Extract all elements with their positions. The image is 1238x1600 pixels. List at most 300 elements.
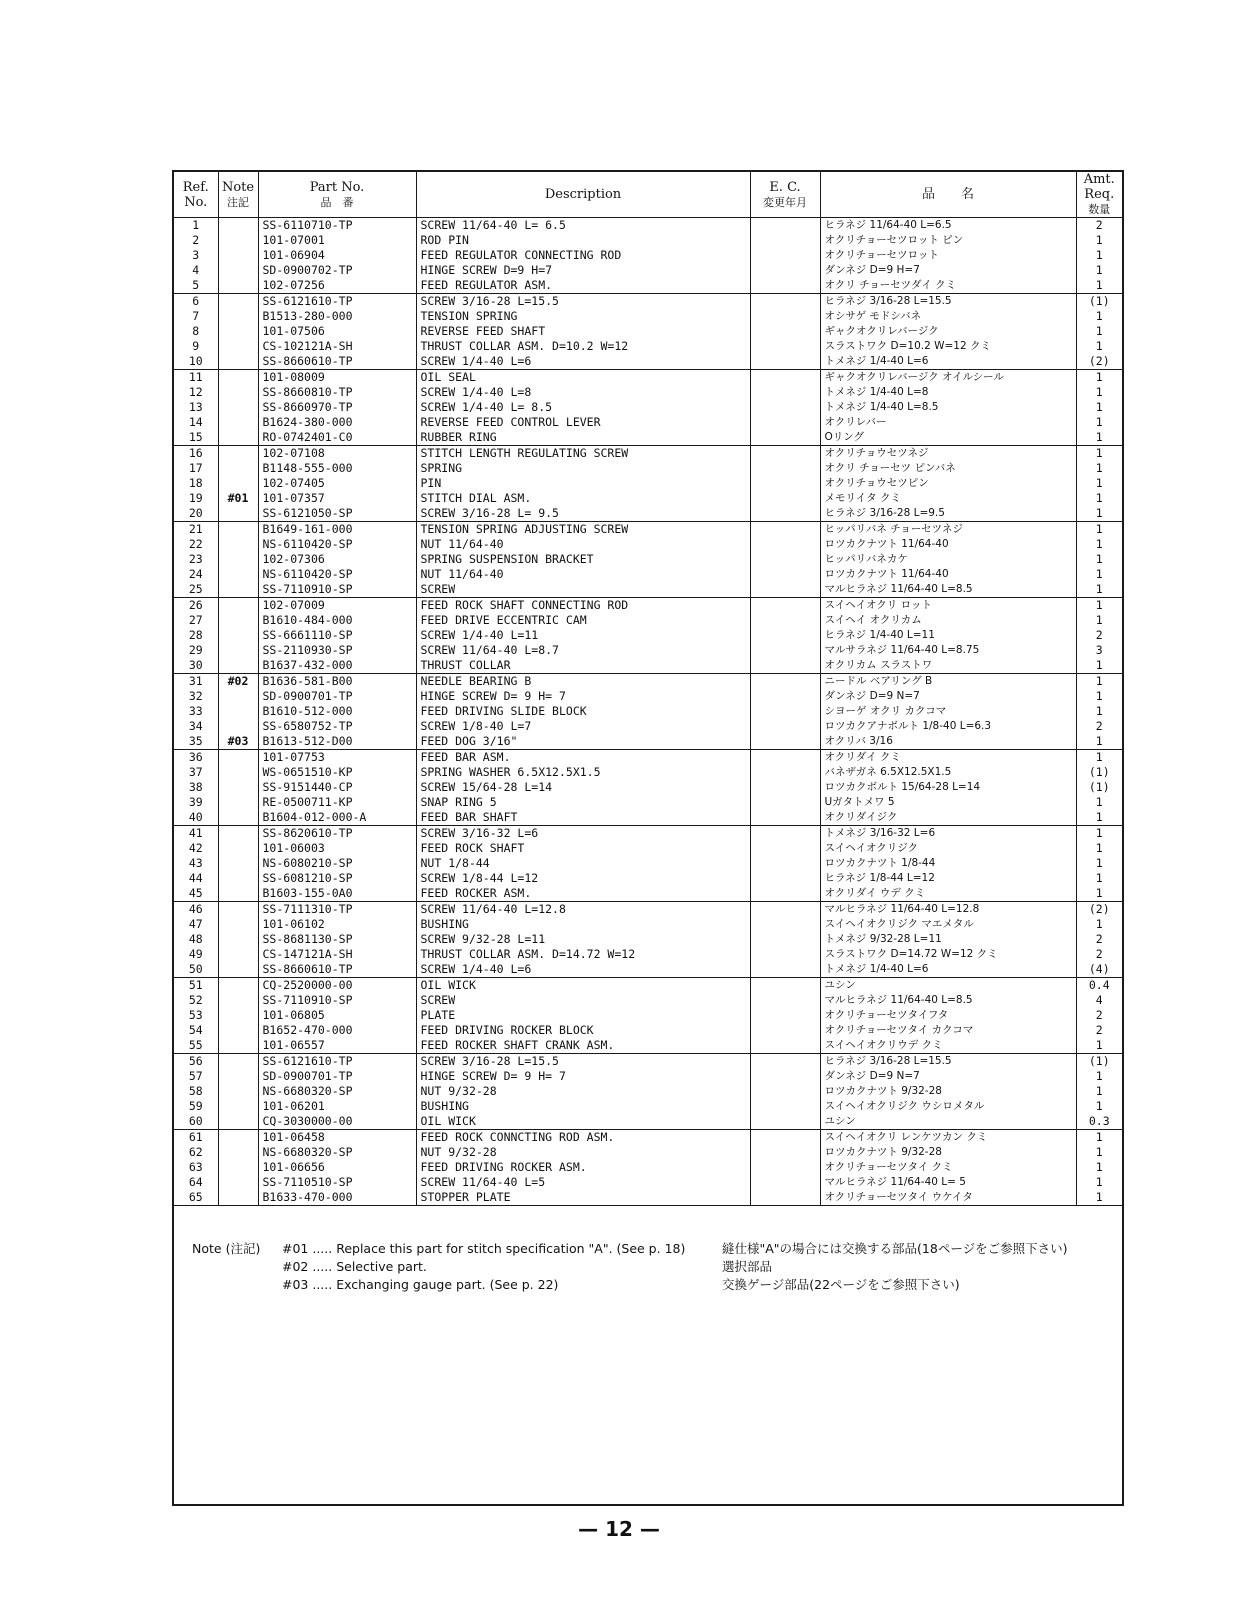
japanese-name-cell: トメネジ 1/4-40 L=8.5: [820, 400, 1076, 415]
ec-cell: [750, 993, 820, 1008]
part-no-cell: SS-8660610-TP: [258, 962, 416, 978]
description-cell: SCREW 11/64-40 L=5: [416, 1175, 750, 1190]
japanese-name-cell: オクリカム スラストワ: [820, 658, 1076, 674]
ec-cell: [750, 278, 820, 294]
table-row: [174, 1038, 1122, 1054]
description-cell: FEED ROCK CONNCTING ROD ASM.: [416, 1130, 750, 1146]
ec-cell: [750, 415, 820, 430]
amount-cell: 1: [1076, 567, 1122, 582]
description-cell: SCREW 1/8-44 L=12: [416, 871, 750, 886]
ec-cell: [750, 734, 820, 750]
table-row: [174, 567, 1122, 582]
ref-no-cell: 37: [174, 765, 218, 780]
part-no-cell: B1636-581-B00: [258, 674, 416, 690]
note-cell: [218, 1114, 258, 1130]
japanese-name-cell: スラストワク D=14.72 W=12 クミ: [820, 947, 1076, 962]
table-row: [174, 324, 1122, 339]
amount-cell: (4): [1076, 962, 1122, 978]
ref-no-cell: 56: [174, 1054, 218, 1070]
ec-cell: [750, 1038, 820, 1054]
table-row: [174, 613, 1122, 628]
part-no-cell: CS-102121A-SH: [258, 339, 416, 354]
description-cell: FEED DRIVING ROCKER BLOCK: [416, 1023, 750, 1038]
part-no-cell: SS-6121050-SP: [258, 506, 416, 522]
description-cell: FEED DRIVING SLIDE BLOCK: [416, 704, 750, 719]
amount-cell: 1: [1076, 248, 1122, 263]
note-cell: [218, 461, 258, 476]
note-cell: [218, 1008, 258, 1023]
amount-cell: 0.4: [1076, 978, 1122, 994]
amount-cell: 1: [1076, 734, 1122, 750]
table-row: [174, 1145, 1122, 1160]
note-cell: [218, 1160, 258, 1175]
part-no-cell: 101-07506: [258, 324, 416, 339]
note-cell: [218, 978, 258, 994]
note-cell: #01: [218, 491, 258, 506]
ec-cell: [750, 932, 820, 947]
table-row: [174, 1160, 1122, 1175]
parts-table-body: [174, 218, 1122, 1206]
note-cell: [218, 886, 258, 902]
japanese-name-cell: トメネジ 1/4-40 L=6: [820, 962, 1076, 978]
part-no-cell: SS-6661110-SP: [258, 628, 416, 643]
note-cell: [218, 248, 258, 263]
ref-no-cell: 30: [174, 658, 218, 674]
ref-no-cell: 36: [174, 750, 218, 766]
japanese-name-cell: スイヘイオクリジク マエメタル: [820, 917, 1076, 932]
part-no-cell: SD-0900701-TP: [258, 1069, 416, 1084]
ec-cell: [750, 218, 820, 234]
part-no-cell: 101-06003: [258, 841, 416, 856]
table-row: [174, 582, 1122, 598]
note-cell: [218, 522, 258, 538]
japanese-name-cell: スイヘイ オクリカム: [820, 613, 1076, 628]
japanese-name-cell: オクリチョーセツタイフタ: [820, 1008, 1076, 1023]
note-cell: [218, 902, 258, 918]
table-row: [174, 415, 1122, 430]
description-cell: REVERSE FEED SHAFT: [416, 324, 750, 339]
amount-cell: 0.3: [1076, 1114, 1122, 1130]
part-no-cell: SS-6580752-TP: [258, 719, 416, 734]
part-no-cell: SS-6081210-SP: [258, 871, 416, 886]
description-cell: SCREW: [416, 582, 750, 598]
ec-cell: [750, 780, 820, 795]
description-cell: NUT 9/32-28: [416, 1145, 750, 1160]
table-row: [174, 856, 1122, 871]
amount-cell: 1: [1076, 689, 1122, 704]
description-cell: FEED ROCKER SHAFT CRANK ASM.: [416, 1038, 750, 1054]
ref-no-cell: 28: [174, 628, 218, 643]
table-row: [174, 430, 1122, 446]
description-cell: FEED DOG 3/16": [416, 734, 750, 750]
note-cell: [218, 765, 258, 780]
description-cell: FEED DRIVE ECCENTRIC CAM: [416, 613, 750, 628]
ref-no-cell: 11: [174, 370, 218, 386]
ec-cell: [750, 552, 820, 567]
japanese-name-cell: ユシン: [820, 1114, 1076, 1130]
col-amt-req: Amt. Req. 数量: [1076, 172, 1122, 218]
table-row: [174, 233, 1122, 248]
japanese-name-cell: マルヒラネジ 11/64-40 L=8.5: [820, 582, 1076, 598]
amount-cell: (2): [1076, 354, 1122, 370]
japanese-name-cell: ダンネジ D=9 N=7: [820, 689, 1076, 704]
note-cell: [218, 385, 258, 400]
ec-cell: [750, 689, 820, 704]
amount-cell: 1: [1076, 1160, 1122, 1175]
ref-no-cell: 31: [174, 674, 218, 690]
table-row: [174, 719, 1122, 734]
ref-no-cell: 61: [174, 1130, 218, 1146]
ec-cell: [750, 704, 820, 719]
ec-cell: [750, 446, 820, 462]
japanese-name-cell: オクリ チョーセツ ピンバネ: [820, 461, 1076, 476]
note-cell: [218, 917, 258, 932]
note-cell: [218, 1069, 258, 1084]
ref-no-cell: 55: [174, 1038, 218, 1054]
description-cell: STITCH LENGTH REGULATING SCREW: [416, 446, 750, 462]
ref-no-cell: 3: [174, 248, 218, 263]
japanese-name-cell: ロツカクボルト 15/64-28 L=14: [820, 780, 1076, 795]
description-cell: HINGE SCREW D=9 H=7: [416, 263, 750, 278]
description-cell: SCREW 3/16-28 L= 9.5: [416, 506, 750, 522]
part-no-cell: SS-6110710-TP: [258, 218, 416, 234]
ec-cell: [750, 248, 820, 263]
part-no-cell: SS-8660810-TP: [258, 385, 416, 400]
table-row: [174, 962, 1122, 978]
part-no-cell: 101-07357: [258, 491, 416, 506]
part-no-cell: 101-08009: [258, 370, 416, 386]
part-no-cell: SS-7110910-SP: [258, 993, 416, 1008]
ec-cell: [750, 598, 820, 614]
part-no-cell: CQ-3030000-00: [258, 1114, 416, 1130]
part-no-cell: B1603-155-0A0: [258, 886, 416, 902]
table-row: [174, 795, 1122, 810]
ref-no-cell: 22: [174, 537, 218, 552]
table-row: [174, 810, 1122, 826]
description-cell: NUT 11/64-40: [416, 567, 750, 582]
amount-cell: 1: [1076, 461, 1122, 476]
part-no-cell: B1624-380-000: [258, 415, 416, 430]
ec-cell: [750, 917, 820, 932]
col-description: Description: [416, 172, 750, 218]
ref-no-cell: 24: [174, 567, 218, 582]
ref-no-cell: 26: [174, 598, 218, 614]
japanese-name-cell: オシサゲ モドシバネ: [820, 309, 1076, 324]
amount-cell: 4: [1076, 993, 1122, 1008]
part-no-cell: NS-6680320-SP: [258, 1084, 416, 1099]
ref-no-cell: 23: [174, 552, 218, 567]
japanese-name-cell: ギャクオクリレバージク: [820, 324, 1076, 339]
amount-cell: 1: [1076, 370, 1122, 386]
note-cell: [218, 324, 258, 339]
table-header-row: [174, 172, 1122, 218]
ref-no-cell: 12: [174, 385, 218, 400]
ec-cell: [750, 537, 820, 552]
part-no-cell: 101-07753: [258, 750, 416, 766]
ec-cell: [750, 567, 820, 582]
page-number: — 12 —: [578, 1517, 660, 1541]
part-no-cell: 102-07009: [258, 598, 416, 614]
table-row: [174, 1054, 1122, 1070]
description-cell: TENSION SPRING ADJUSTING SCREW: [416, 522, 750, 538]
part-no-cell: B1652-470-000: [258, 1023, 416, 1038]
japanese-name-cell: オクリレバー: [820, 415, 1076, 430]
amount-cell: 1: [1076, 400, 1122, 415]
part-no-cell: NS-6110420-SP: [258, 567, 416, 582]
description-cell: NUT 9/32-28: [416, 1084, 750, 1099]
note-cell: [218, 354, 258, 370]
description-cell: SCREW 3/16-28 L=15.5: [416, 1054, 750, 1070]
ref-no-cell: 5: [174, 278, 218, 294]
japanese-name-cell: ニードル ベアリング B: [820, 674, 1076, 690]
amount-cell: 1: [1076, 415, 1122, 430]
table-row: [174, 461, 1122, 476]
japanese-name-cell: オクリチョーセツタイ クミ: [820, 1160, 1076, 1175]
amount-cell: (1): [1076, 765, 1122, 780]
ec-cell: [750, 1160, 820, 1175]
japanese-name-cell: マルヒラネジ 11/64-40 L=12.8: [820, 902, 1076, 918]
japanese-name-cell: トメネジ 1/4-40 L=8: [820, 385, 1076, 400]
ref-no-cell: 60: [174, 1114, 218, 1130]
table-row: [174, 522, 1122, 538]
ref-no-cell: 38: [174, 780, 218, 795]
ec-cell: [750, 476, 820, 491]
note-cell: [218, 810, 258, 826]
ref-no-cell: 17: [174, 461, 218, 476]
ec-cell: [750, 491, 820, 506]
ec-cell: [750, 1023, 820, 1038]
note-cell: [218, 780, 258, 795]
note-cell: [218, 689, 258, 704]
note-cell: [218, 628, 258, 643]
table-row: [174, 370, 1122, 386]
amount-cell: 1: [1076, 324, 1122, 339]
description-cell: NEEDLE BEARING B: [416, 674, 750, 690]
amount-cell: 1: [1076, 841, 1122, 856]
note-row-03: [192, 1276, 1112, 1294]
ec-cell: [750, 1099, 820, 1114]
part-no-cell: RO-0742401-C0: [258, 430, 416, 446]
note-row-02: [192, 1258, 1112, 1276]
japanese-name-cell: マルサラネジ 11/64-40 L=8.75: [820, 643, 1076, 658]
japanese-name-cell: オクリチョーセツタイ カクコマ: [820, 1023, 1076, 1038]
amount-cell: 1: [1076, 658, 1122, 674]
ref-no-cell: 9: [174, 339, 218, 354]
amount-cell: 1: [1076, 795, 1122, 810]
description-cell: FEED REGULATOR CONNECTING ROD: [416, 248, 750, 263]
ref-no-cell: 40: [174, 810, 218, 826]
amount-cell: 1: [1076, 582, 1122, 598]
note-cell: [218, 1099, 258, 1114]
table-row: [174, 446, 1122, 462]
part-no-cell: 101-07001: [258, 233, 416, 248]
table-row: [174, 400, 1122, 415]
amount-cell: 1: [1076, 856, 1122, 871]
description-cell: NUT 11/64-40: [416, 537, 750, 552]
ref-no-cell: 7: [174, 309, 218, 324]
ec-cell: [750, 750, 820, 766]
part-no-cell: 101-06656: [258, 1160, 416, 1175]
amount-cell: 1: [1076, 263, 1122, 278]
part-no-cell: RE-0500711-KP: [258, 795, 416, 810]
part-no-cell: B1604-012-000-A: [258, 810, 416, 826]
japanese-name-cell: スイヘイオクリジク ウシロメタル: [820, 1099, 1076, 1114]
note-cell: [218, 1130, 258, 1146]
japanese-name-cell: ヒラネジ 11/64-40 L=6.5: [820, 218, 1076, 234]
part-no-cell: 101-06904: [258, 248, 416, 263]
amount-cell: 1: [1076, 1130, 1122, 1146]
part-no-cell: 101-06458: [258, 1130, 416, 1146]
table-row: [174, 248, 1122, 263]
japanese-name-cell: オクリチョウセツネジ: [820, 446, 1076, 462]
japanese-name-cell: ギャクオクリレバージク オイルシール: [820, 370, 1076, 386]
table-row: [174, 780, 1122, 795]
ref-no-cell: 13: [174, 400, 218, 415]
part-no-cell: 102-07108: [258, 446, 416, 462]
amount-cell: 1: [1076, 704, 1122, 719]
ec-cell: [750, 1084, 820, 1099]
ref-no-cell: 64: [174, 1175, 218, 1190]
note-row-01: [192, 1240, 1112, 1258]
amount-cell: 2: [1076, 932, 1122, 947]
table-row: [174, 993, 1122, 1008]
description-cell: THRUST COLLAR ASM. D=14.72 W=12: [416, 947, 750, 962]
part-no-cell: SD-0900701-TP: [258, 689, 416, 704]
amount-cell: 1: [1076, 1099, 1122, 1114]
ec-cell: [750, 582, 820, 598]
description-cell: SPRING WASHER 6.5X12.5X1.5: [416, 765, 750, 780]
ec-cell: [750, 902, 820, 918]
ec-cell: [750, 294, 820, 310]
part-no-cell: B1649-161-000: [258, 522, 416, 538]
part-no-cell: 101-06805: [258, 1008, 416, 1023]
part-no-cell: SS-7111310-TP: [258, 902, 416, 918]
table-row: [174, 476, 1122, 491]
ec-cell: [750, 400, 820, 415]
amount-cell: 1: [1076, 613, 1122, 628]
table-row: [174, 643, 1122, 658]
table-row: [174, 537, 1122, 552]
table-row: [174, 278, 1122, 294]
part-no-cell: SS-8620610-TP: [258, 826, 416, 842]
ec-cell: [750, 370, 820, 386]
amount-cell: 1: [1076, 309, 1122, 324]
ec-cell: [750, 795, 820, 810]
japanese-name-cell: オクリ チョーセツダイ クミ: [820, 278, 1076, 294]
ref-no-cell: 16: [174, 446, 218, 462]
ref-no-cell: 44: [174, 871, 218, 886]
table-row: [174, 674, 1122, 690]
note-cell: [218, 750, 258, 766]
amount-cell: 2: [1076, 719, 1122, 734]
note-cell: [218, 1190, 258, 1206]
ref-no-cell: 51: [174, 978, 218, 994]
ref-no-cell: 1: [174, 218, 218, 234]
note-cell: [218, 582, 258, 598]
ref-no-cell: 29: [174, 643, 218, 658]
part-no-cell: CS-147121A-SH: [258, 947, 416, 962]
note-cell: [218, 415, 258, 430]
ec-cell: [750, 643, 820, 658]
amount-cell: 1: [1076, 886, 1122, 902]
japanese-name-cell: オクリダイ クミ: [820, 750, 1076, 766]
ec-cell: [750, 461, 820, 476]
part-no-cell: 101-06557: [258, 1038, 416, 1054]
ref-no-cell: 47: [174, 917, 218, 932]
description-cell: SCREW 11/64-40 L=8.7: [416, 643, 750, 658]
note-cell: [218, 643, 258, 658]
note-cell: [218, 537, 258, 552]
ref-no-cell: 50: [174, 962, 218, 978]
japanese-name-cell: ロツカクナツト 11/64-40: [820, 537, 1076, 552]
amount-cell: 1: [1076, 598, 1122, 614]
amount-cell: (1): [1076, 1054, 1122, 1070]
ec-cell: [750, 522, 820, 538]
part-no-cell: 102-07256: [258, 278, 416, 294]
ref-no-cell: 48: [174, 932, 218, 947]
japanese-name-cell: ダンネジ D=9 N=7: [820, 1069, 1076, 1084]
parts-list-sheet: [172, 170, 1124, 1506]
ref-no-cell: 53: [174, 1008, 218, 1023]
description-cell: BUSHING: [416, 917, 750, 932]
table-row: [174, 263, 1122, 278]
ref-no-cell: 21: [174, 522, 218, 538]
note-cell: [218, 233, 258, 248]
part-no-cell: SS-6121610-TP: [258, 1054, 416, 1070]
japanese-name-cell: ヒッパリバネカケ: [820, 552, 1076, 567]
description-cell: SPRING: [416, 461, 750, 476]
table-row: [174, 1099, 1122, 1114]
description-cell: SCREW 1/4-40 L=6: [416, 354, 750, 370]
table-row: [174, 309, 1122, 324]
note-cell: [218, 506, 258, 522]
note-cell: [218, 1145, 258, 1160]
col-japanese-name: 品 名: [820, 172, 1076, 218]
japanese-name-cell: オクリチョーセツタイ ウケイタ: [820, 1190, 1076, 1206]
note-ja: 縫仕様"A"の場合には交換する部品(18ページをご参照下さい): [722, 1241, 1068, 1256]
table-row: [174, 826, 1122, 842]
amount-cell: 1: [1076, 1069, 1122, 1084]
ec-cell: [750, 1008, 820, 1023]
part-no-cell: SS-2110930-SP: [258, 643, 416, 658]
japanese-name-cell: バネザガネ 6.5X12.5X1.5: [820, 765, 1076, 780]
description-cell: REVERSE FEED CONTROL LEVER: [416, 415, 750, 430]
ref-no-cell: 54: [174, 1023, 218, 1038]
part-no-cell: SS-6121610-TP: [258, 294, 416, 310]
note-cell: [218, 719, 258, 734]
note-cell: [218, 400, 258, 415]
ec-cell: [750, 506, 820, 522]
table-row: [174, 491, 1122, 506]
note-ja: 選択部品: [722, 1259, 773, 1274]
table-row: [174, 1175, 1122, 1190]
table-row: [174, 932, 1122, 947]
ref-no-cell: 18: [174, 476, 218, 491]
note-cell: #02: [218, 674, 258, 690]
description-cell: FEED DRIVING ROCKER ASM.: [416, 1160, 750, 1175]
japanese-name-cell: オクリチョーセツロット ピン: [820, 233, 1076, 248]
ref-no-cell: 58: [174, 1084, 218, 1099]
amount-cell: 1: [1076, 1190, 1122, 1206]
japanese-name-cell: マルヒラネジ 11/64-40 L= 5: [820, 1175, 1076, 1190]
amount-cell: 1: [1076, 506, 1122, 522]
japanese-name-cell: ヒラネジ 3/16-28 L=15.5: [820, 294, 1076, 310]
description-cell: NUT 1/8-44: [416, 856, 750, 871]
description-cell: SCREW 3/16-28 L=15.5: [416, 294, 750, 310]
part-no-cell: SS-7110510-SP: [258, 1175, 416, 1190]
japanese-name-cell: メモリイタ クミ: [820, 491, 1076, 506]
japanese-name-cell: ヒッパリバネ チョーセツネジ: [820, 522, 1076, 538]
